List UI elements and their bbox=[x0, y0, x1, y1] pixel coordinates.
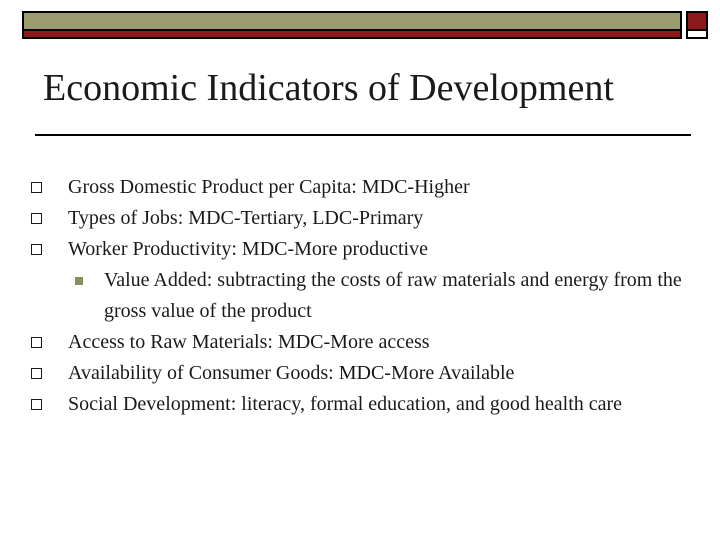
top-square-red-band bbox=[688, 13, 706, 31]
top-bar-olive-band bbox=[24, 13, 680, 31]
hollow-square-bullet-icon bbox=[31, 368, 42, 379]
sub-bullet-text: Value Added: subtracting the costs of raw materials and energy from the gross value of the product bbox=[104, 269, 682, 322]
top-decorative-square bbox=[686, 11, 708, 39]
bullet-text: Types of Jobs: MDC-Tertiary, LDC-Primary bbox=[68, 207, 424, 229]
bullet-item-consumer-goods bbox=[30, 358, 720, 389]
sub-bullet-item-value-added bbox=[30, 265, 720, 327]
hollow-square-bullet-icon bbox=[31, 182, 42, 193]
hollow-square-bullet-icon bbox=[31, 337, 42, 348]
slide-title: Economic Indicators of Development bbox=[43, 67, 614, 109]
bullet-list bbox=[30, 172, 720, 420]
bullet-item-raw-materials bbox=[30, 327, 720, 358]
top-decorative-bar bbox=[22, 11, 682, 39]
bullet-item-jobs bbox=[30, 203, 720, 234]
title-underline bbox=[35, 134, 691, 136]
hollow-square-bullet-icon bbox=[31, 244, 42, 255]
bullet-text: Worker Productivity: MDC-More productive bbox=[68, 238, 428, 260]
bullet-text: Access to Raw Materials: MDC-More access bbox=[68, 331, 430, 353]
bullet-item-gdp bbox=[30, 172, 720, 203]
bullet-text: Availability of Consumer Goods: MDC-More Available bbox=[68, 362, 515, 384]
filled-square-bullet-icon bbox=[75, 277, 83, 285]
bullet-item-social-development bbox=[30, 389, 720, 420]
bullet-text: Gross Domestic Product per Capita: MDC-Higher bbox=[68, 176, 470, 198]
hollow-square-bullet-icon bbox=[31, 399, 42, 410]
bullet-text: Social Development: literacy, formal education, and good health care bbox=[68, 393, 623, 415]
hollow-square-bullet-icon bbox=[31, 213, 42, 224]
bullet-item-productivity bbox=[30, 234, 720, 265]
